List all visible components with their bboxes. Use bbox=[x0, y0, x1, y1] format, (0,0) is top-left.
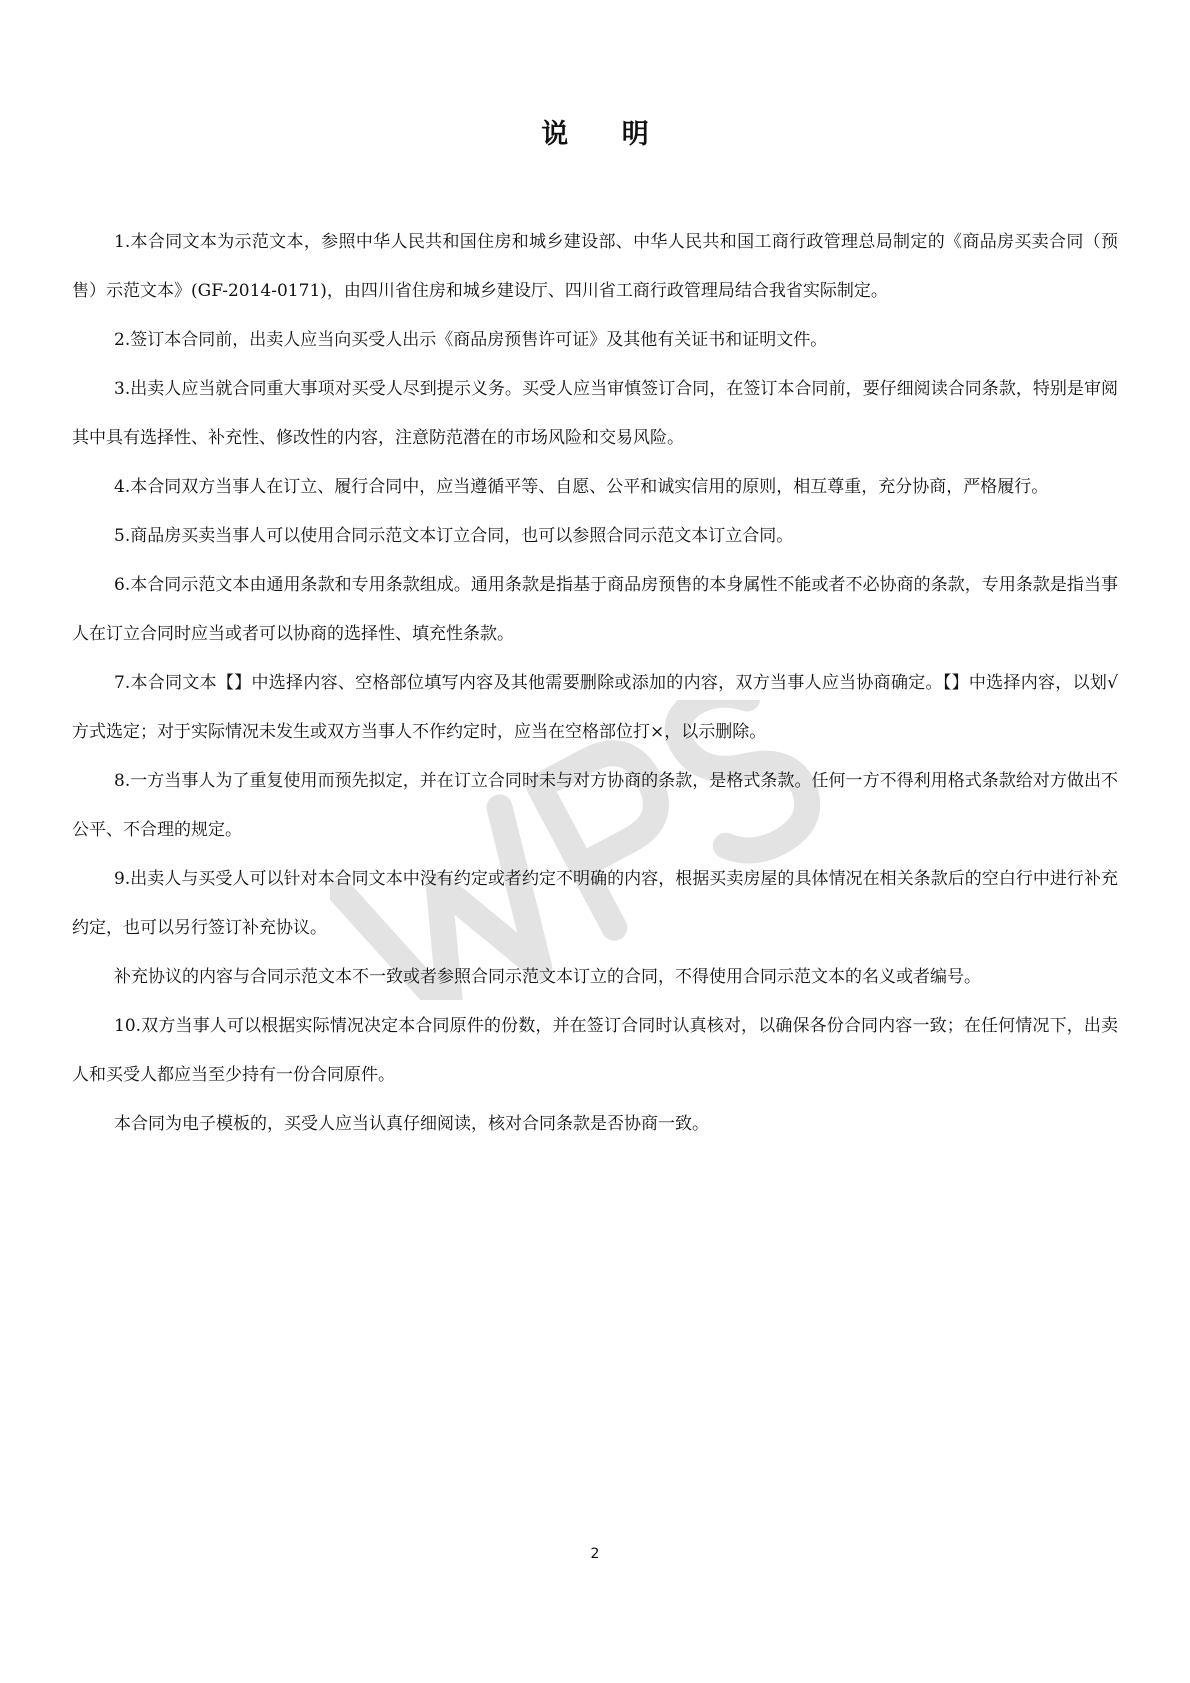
paragraph-3: 3.出卖人应当就合同重大事项对买受人尽到提示义务。买受人应当审慎签订合同，在签订本合同前，要仔细阅读合同条款，特别是审阅其中具有选择性、补充性、修改性的内容，注意防范潜在的市场风险和交易风险。 bbox=[72, 379, 1118, 448]
paragraph-8: 8.一方当事人为了重复使用而预先拟定，并在订立合同时未与对方协商的条款，是格式条款。任何一方不得利用格式条款给对方做出不公平、不合理的规定。 bbox=[72, 771, 1118, 840]
paragraph-9-supplement: 补充协议的内容与合同示范文本不一致或者参照合同示范文本订立的合同，不得使用合同示范文本的名义或者编号。 bbox=[114, 967, 981, 987]
paragraph-closing: 本合同为电子模板的，买受人应当认真仔细阅读，核对合同条款是否协商一致。 bbox=[114, 1114, 709, 1134]
paragraph-5: 5.商品房买卖当事人可以使用合同示范文本订立合同，也可以参照合同示范文本订立合同。 bbox=[114, 526, 794, 546]
paragraph-9: 9.出卖人与买受人可以针对本合同文本中没有约定或者约定不明确的内容，根据买卖房屋的具体情况在相关条款后的空白行中进行补充约定，也可以另行签订补充协议。 bbox=[72, 869, 1118, 938]
document-body bbox=[72, 218, 1118, 1149]
paragraph-4: 4.本合同双方当事人在订立、履行合同中，应当遵循平等、自愿、公平和诚实信用的原则，相互尊重，充分协商，严格履行。 bbox=[114, 477, 1049, 497]
page-title: 说 明 bbox=[541, 119, 671, 150]
paragraph-10: 10.双方当事人可以根据实际情况决定本合同原件的份数，并在签订合同时认真核对，以确保各份合同内容一致；在任何情况下，出卖人和买受人都应当至少持有一份合同原件。 bbox=[72, 1016, 1118, 1085]
page-number: 2 bbox=[590, 1546, 600, 1562]
paragraph-6: 6.本合同示范文本由通用条款和专用条款组成。通用条款是指基于商品房预售的本身属性不能或者不必协商的条款，专用条款是指当事人在订立合同时应当或者可以协商的选择性、填充性条款。 bbox=[72, 575, 1118, 644]
paragraph-7: 7.本合同文本【】中选择内容、空格部位填写内容及其他需要删除或添加的内容，双方当事人应当协商确定。【】中选择内容，以划√方式选定；对于实际情况未发生或双方当事人不作约定时，应当在空格部位打×，以示删除。 bbox=[72, 673, 1118, 742]
paragraph-2: 2.签订本合同前，出卖人应当向买受人出示《商品房预售许可证》及其他有关证书和证明文件。 bbox=[114, 330, 828, 350]
paragraph-1: 1.本合同文本为示范文本，参照中华人民共和国住房和城乡建设部、中华人民共和国工商行政管理总局制定的《商品房买卖合同（预售）示范文本》(GF-2014-0171)，由四川省住房和城乡建设厅、四川省工商行政管理局结合我省实际制定。 bbox=[72, 232, 1118, 301]
